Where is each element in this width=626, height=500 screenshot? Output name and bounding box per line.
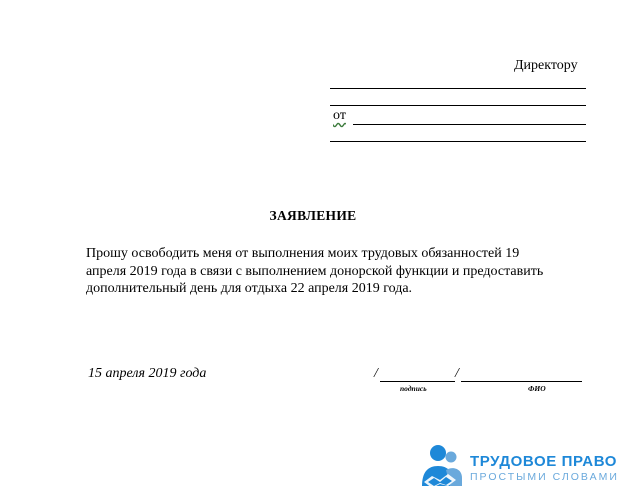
addressee-label: Директору [514,58,578,73]
body-line: Прошу освободить меня от выполнения моих трудовых обязанностей 19 [86,246,520,261]
signature-caption: подпись [400,384,427,393]
date-text: 15 апреля 2019 года [88,366,207,381]
addressee-line-2 [330,105,586,106]
signature-line [380,381,455,382]
brand-logo [418,440,618,496]
name-slash: / [455,366,459,381]
addressee-line-1 [330,88,586,89]
logo-subtitle: ПРОСТЫМИ СЛОВАМИ [470,471,619,483]
document-body [86,245,586,298]
from-label: от [333,108,346,123]
name-line [461,381,582,382]
addressee-line-3 [330,141,586,142]
signature-slash: / [374,366,378,381]
body-line: апреля 2019 года в связи с выполнением донорской функции и предоставить [86,263,544,279]
logo-title: ТРУДОВОЕ ПРАВО [470,453,618,470]
document-title: ЗАЯВЛЕНИЕ [269,208,357,223]
body-line: дополнительный день для отдыха 22 апреля 2019 года. [86,281,413,296]
from-line [353,124,586,125]
name-caption: ФИО [528,384,546,393]
handshake-icon [418,442,466,494]
